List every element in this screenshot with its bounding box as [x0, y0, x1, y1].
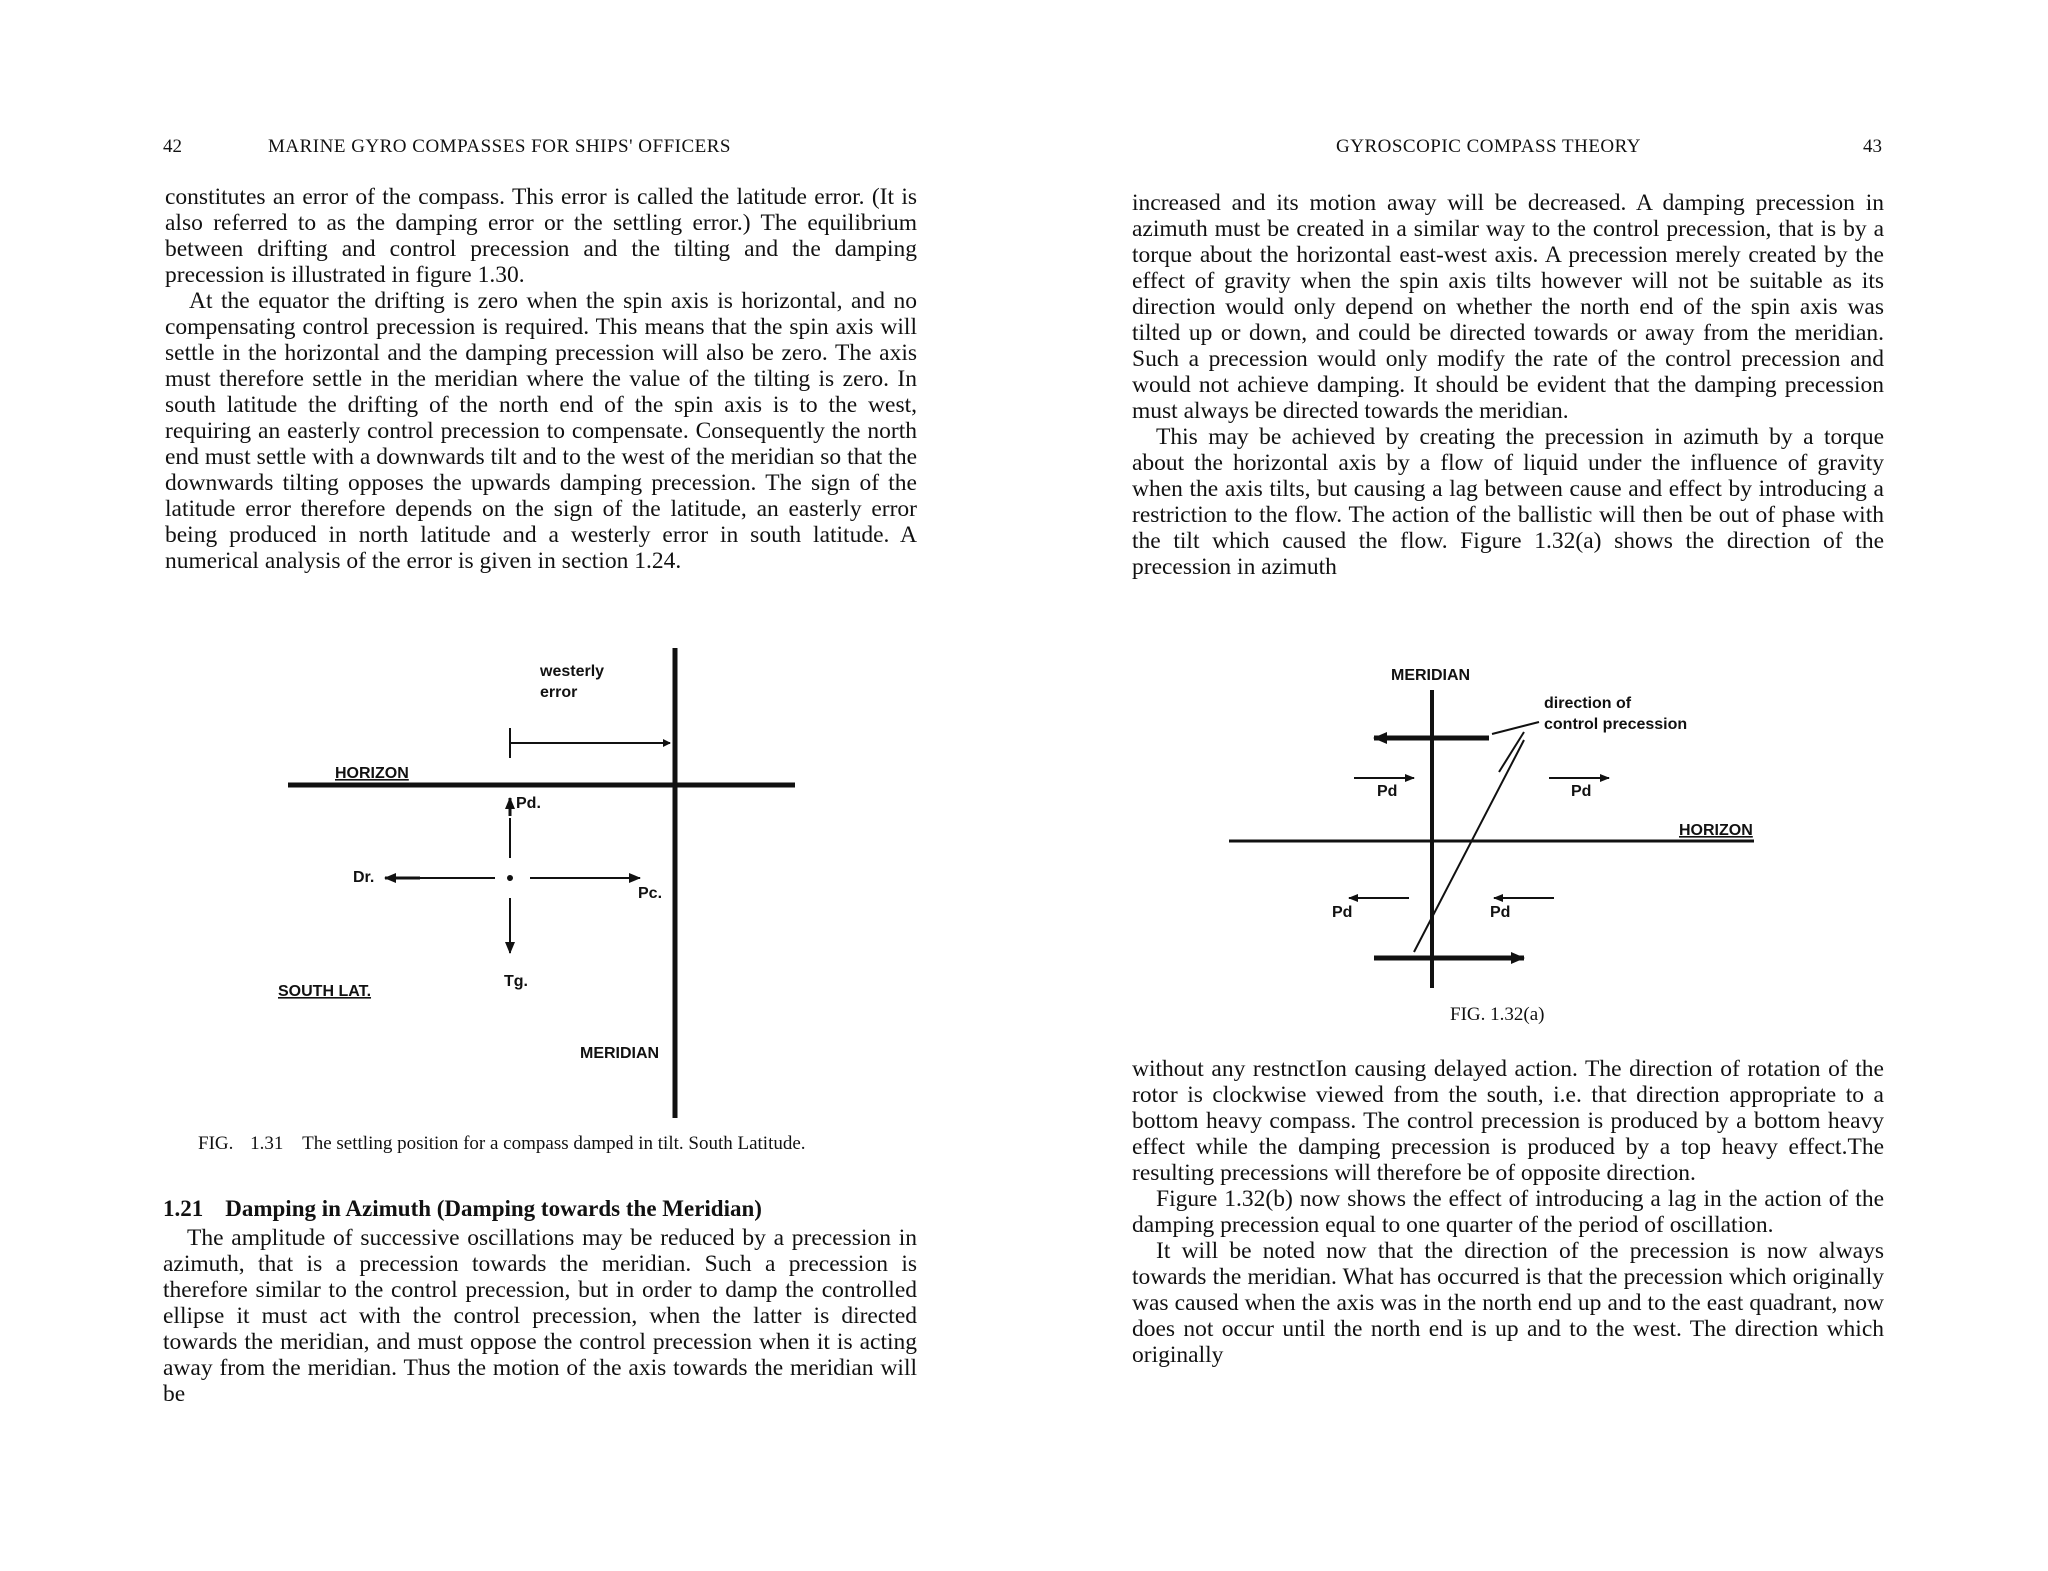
- paragraph: without any restnctIon causing delayed action. The direction of rotation of the rotor is clockwise viewed from the south, i.e. that direction appropriate to a bottom heavy compass. The control precession is produced by a bottom heavy effect while the damping precession is produced by a top heavy effect.The resulting precessions will therefore be of opposite direction.: [1132, 1056, 1884, 1186]
- left-text-bottom: [163, 1225, 917, 1407]
- label-tg: Tg.: [504, 973, 528, 990]
- label-error: error: [540, 684, 578, 701]
- caption-number: 1.31: [250, 1133, 284, 1154]
- figure-1-31-diagram: [270, 648, 810, 1128]
- label-pd: Pd: [1332, 904, 1353, 921]
- paragraph: At the equator the drifting is zero when the spin axis is horizontal, and no compensating control precession is required. This means that the spin axis will settle in the horizontal and the damping precession will also be zero. The axis must therefore settle in the meridian where the value of the tilting is zero. In south latitude the drifting of the north end of the spin axis is to the west, requiring an easterly control precession to compensate. Consequently the north end must settle with a downwards tilt and to the west of the meridian so that the downwards tilting opposes the upwards damping precession. The sign of the latitude error therefore depends on the sign of the latitude, an easterly error being produced in north latitude and a westerly error in south latitude. A numerical analysis of the error is given in section 1.24.: [165, 288, 917, 574]
- paragraph: increased and its motion away will be decreased. A damping precession in azimuth must be created in a similar way to the control precession, that is by a torque about the horizontal east-west axis. A precession merely created by the effect of gravity when the spin axis tilts however will not be suitable as its direction would only depend on whether the north end of the spin axis was tilted up or down, and could be directed towards or away from the meridian. Such a precession would only modify the rate of the control precession and would not achieve damping. It should be evident that the damping precession must always be directed towards the meridian.: [1132, 190, 1884, 424]
- paragraph: This may be achieved by creating the precession in azimuth by a torque about the horizontal axis by a flow of liquid under the influence of gravity when the axis tilts, but causing a lag between cause and effect by introducing a restriction to the flow. The action of the ballistic will then be out of phase with the tilt which caused the flow. Figure 1.32(a) shows the direction of the precession in azimuth: [1132, 424, 1884, 580]
- caption-text: The settling position for a compass damped in tilt. South Latitude.: [302, 1133, 806, 1154]
- label-direction-of: direction of: [1544, 695, 1632, 712]
- label-westerly: westerly: [540, 663, 605, 680]
- figure-1-32a-caption: FIG. 1.32(a): [1450, 1004, 1545, 1025]
- leader-line-1: [1492, 722, 1539, 734]
- label-south-lat: SOUTH LAT.: [278, 983, 372, 1000]
- spin-axis-point: [507, 875, 513, 881]
- label-horizon: HORIZON: [1679, 822, 1753, 839]
- paragraph: It will be noted now that the direction of the precession is now always towards the meridian. What has occurred is that the precession which originally was caused when the axis was in the north end up and to the east quadrant, now does not occur until the north end is up and to the west. The direction which originally: [1132, 1238, 1884, 1368]
- right-page: [1024, 0, 2048, 1571]
- label-dr: Dr.: [353, 869, 375, 886]
- section-title: Damping in Azimuth (Damping towards the Meridian): [225, 1196, 762, 1221]
- label-pd: Pd: [1490, 904, 1511, 921]
- left-text-top: [165, 184, 917, 574]
- label-control-precession: control precession: [1544, 716, 1688, 733]
- label-meridian: MERIDIAN: [1391, 667, 1471, 684]
- label-meridian: MERIDIAN: [580, 1045, 660, 1062]
- figure-1-31: [270, 648, 810, 1128]
- right-text-bottom: [1132, 1056, 1884, 1368]
- running-head-left: MARINE GYRO COMPASSES FOR SHIPS' OFFICERS: [268, 136, 732, 157]
- right-text-top: [1132, 190, 1884, 580]
- page-number-left: 42: [163, 136, 182, 157]
- label-pd: Pd: [1377, 783, 1398, 800]
- caption-fig-word: FIG.: [198, 1133, 234, 1154]
- figure-1-32a-diagram: [1224, 660, 1784, 1000]
- page-number-right: 43: [1863, 136, 1882, 157]
- label-horizon: HORIZON: [335, 765, 409, 782]
- label-pd: Pd: [1571, 783, 1592, 800]
- figure-1-32a: [1224, 660, 1784, 1000]
- section-number: 1.21: [163, 1196, 204, 1221]
- figure-1-31-caption: [198, 1133, 806, 1155]
- section-heading: [163, 1196, 762, 1222]
- running-head-right: GYROSCOPIC COMPASS THEORY: [1336, 136, 1641, 157]
- label-pc: Pc.: [638, 885, 663, 902]
- label-pd: Pd.: [516, 795, 541, 812]
- paragraph: constitutes an error of the compass. This error is called the latitude error. (It is also referred to as the damping error or the settling error.) The equilibrium between drifting and control precession and the tilting and the damping precession is illustrated in figure 1.30.: [165, 184, 917, 288]
- paragraph: The amplitude of successive oscillations may be reduced by a precession in azimuth, that is a precession towards the meridian. Such a precession is therefore similar to the control precession, but in order to damp the controlled ellipse it must act with the control precession, when the latter is directed towards the meridian, and must oppose the control precession when it is acting away from the meridian. Thus the motion of the axis towards the meridian will be: [163, 1225, 917, 1407]
- paragraph: Figure 1.32(b) now shows the effect of introducing a lag in the action of the damping precession equal to one quarter of the period of oscillation.: [1132, 1186, 1884, 1238]
